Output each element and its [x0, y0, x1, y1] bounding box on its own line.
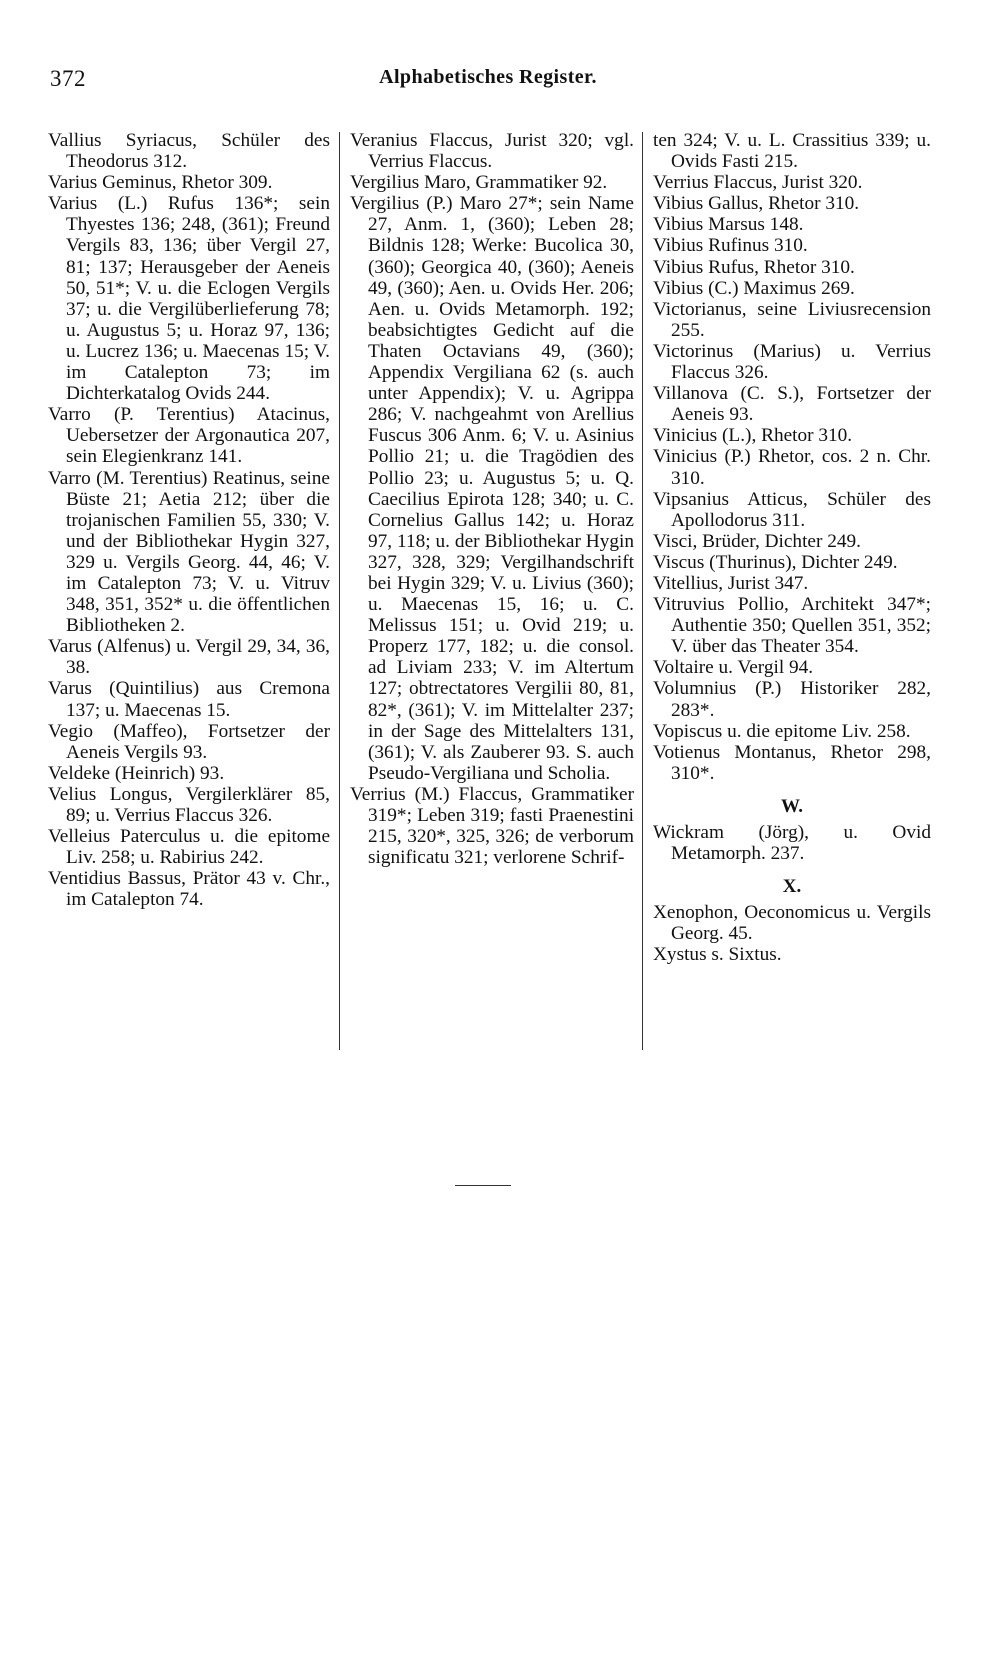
- column-divider: [642, 132, 643, 1050]
- index-entry: Verrius Flaccus, Jurist 320.: [653, 172, 863, 194]
- column-divider: [339, 132, 340, 1050]
- index-column-1: [48, 130, 330, 910]
- index-entry: Vopiscus u. die epitome Liv. 258.: [653, 720, 911, 742]
- index-entry: Varro (P. Terentius) Atacinus, Uebersetzer der Argonautica 207, sein Elegienkranz 141.: [48, 404, 330, 468]
- index-entry: Xystus s. Sixtus.: [653, 944, 782, 966]
- index-entry: Vinicius (P.) Rhetor, cos. 2 n. Chr. 310.: [653, 446, 931, 489]
- index-entry: Vallius Syriacus, Schüler des Theodorus 312.: [48, 130, 330, 173]
- index-entry: Veranius Flaccus, Jurist 320; vgl. Verrius Flaccus.: [350, 130, 634, 173]
- index-entry-continued: ten 324; V. u. L. Crassitius 339; u. Ovids Fasti 215.: [653, 130, 931, 173]
- index-entry: Vergilius Maro, Grammatiker 92.: [350, 172, 608, 194]
- index-entry: Varus (Alfenus) u. Vergil 29, 34, 36, 38.: [48, 636, 330, 679]
- index-entry: Vitruvius Pollio, Architekt 347*; Authentie 350; Quellen 351, 352; V. über das Theater 354.: [653, 594, 931, 658]
- page-number: 372: [50, 66, 86, 91]
- section-letter-w: W.: [780, 795, 803, 817]
- index-entry: Vibius (C.) Maximus 269.: [653, 277, 855, 299]
- index-entry: Villanova (C. S.), Fortsetzer der Aeneis 93.: [653, 383, 931, 426]
- index-entry: Vegio (Maffeo), Fortsetzer der Aeneis Vergils 93.: [48, 720, 330, 763]
- section-letter-x: X.: [782, 876, 802, 898]
- index-entry: Veldeke (Heinrich) 93.: [48, 762, 225, 784]
- index-entry: Voltaire u. Vergil 94.: [653, 657, 814, 679]
- index-entry: Velius Longus, Vergilerklärer 85, 89; u. Verrius Flaccus 326.: [48, 783, 330, 826]
- index-entry: Visci, Brüder, Dichter 249.: [653, 530, 861, 552]
- end-rule: [455, 1185, 511, 1186]
- page-header: [48, 66, 928, 96]
- index-entry: Vitellius, Jurist 347.: [653, 572, 809, 594]
- index-entry: Ventidius Bassus, Prätor 43 v. Chr., im Catalepton 74.: [48, 868, 330, 911]
- index-entry: Vibius Rufus, Rhetor 310.: [653, 256, 855, 278]
- running-title: Alphabetisches Register.: [379, 66, 597, 88]
- index-entry: Votienus Montanus, Rhetor 298, 310*.: [653, 741, 931, 784]
- index-entry: Vibius Marsus 148.: [653, 214, 804, 236]
- index-entry: Vipsanius Atticus, Schüler des Apollodorus 311.: [653, 488, 931, 531]
- index-entry: Vibius Rufinus 310.: [653, 235, 808, 257]
- index-column-3: [653, 130, 931, 966]
- index-entry: Vinicius (L.), Rhetor 310.: [653, 425, 853, 447]
- index-entry: Velleius Paterculus u. die epitome Liv. 258; u. Rabirius 242.: [48, 826, 330, 869]
- index-entry: Varro (M. Terentius) Reatinus, seine Büste 21; Aetia 212; über die trojanischen Familien 55, 330; V. und der Bibliothekar Hygin 327, 329 u. Vergils Georg. 44, 46; V. im Catalepton 73; V. u. Vitruv 348, 351, 352* u. die öffentlichen Bibliotheken 2.: [48, 467, 330, 637]
- index-entry: Victorianus, seine Liviusrecension 255.: [653, 298, 931, 341]
- index-entry: Varius Geminus, Rhetor 309.: [48, 172, 273, 194]
- index-entry: Victorinus (Marius) u. Verrius Flaccus 326.: [653, 340, 931, 384]
- index-column-2: [350, 130, 634, 868]
- index-entry: Viscus (Thurinus), Dichter 249.: [653, 551, 898, 573]
- index-entry: Vibius Gallus, Rhetor 310.: [653, 193, 860, 215]
- index-entry: Wickram (Jörg), u. Ovid Metamorph. 237.: [653, 822, 931, 865]
- index-entry: Varius (L.) Rufus 136*; sein Thyestes 136; 248, (361); Freund Vergils 83, 136; über Vergil 27, 81; 137; Herausgeber der Aeneis 50, 51*; V. u. die Eclogen Vergils 37; u. die Vergilüberlieferung 78; u. Augustus 5; u. Horaz 97, 136; u. Lucrez 136; u. Maecenas 15; V. im Catalepton 73; im Dichterkatalog Ovids 244.: [48, 193, 330, 405]
- index-entry: Verrius (M.) Flaccus, Grammatiker 319*; Leben 319; fasti Praenestini 215, 320*, 325, 326; de verborum significatu 321; verlorene Schrif-: [350, 783, 634, 869]
- index-entry: Xenophon, Oeconomicus u. Vergils Georg. 45.: [653, 902, 931, 945]
- index-entry: Vergilius (P.) Maro 27*; sein Name 27, Anm. 1, (360); Leben 28; Bildnis 128; Werke: Bucolica 30, (360); Georgica 40, (360); Aeneis 49, (360); Aen. u. Ovids Her. 206; Aen. u. Ovids Metamorph. 192; beabsichtigtes Gedicht auf die Thaten Octavians 49, (360); Appendix Vergiliana 62 (s. auch unter Appendix); V. u. Agrippa 286; V. nachgeahmt von Arellius Fuscus 306 Anm. 6; V. u. Asinius Pollio 21; u. die Tragödien des Pollio 23; u. Augustus 5; u. Q. Caecilius Epirota 128; 340; u. C. Cornelius Gallus 142; u. Horaz 97, 118; u. der Bibliothekar Hygin 327, 328, 329; Vergilhandschrift bei Hygin 329; V. u. Livius (360); u. Maecenas 15, 16; u. C. Melissus 151; u. Ovid 219; u. Properz 177, 182; u. die consol. ad Liviam 233; V. im Altertum 127; obtrectatores Vergilii 80, 81, 82*, (361); V. im Mittelalter 237; in der Sage des Mittelalters 131, (361); V. als Zauberer 93. S. auch Pseudo-Vergiliana und Scholia.: [350, 193, 634, 784]
- index-entry: Varus (Quintilius) aus Cremona 137; u. Maecenas 15.: [48, 678, 330, 721]
- index-entry: Volumnius (P.) Historiker 282, 283*.: [653, 678, 931, 721]
